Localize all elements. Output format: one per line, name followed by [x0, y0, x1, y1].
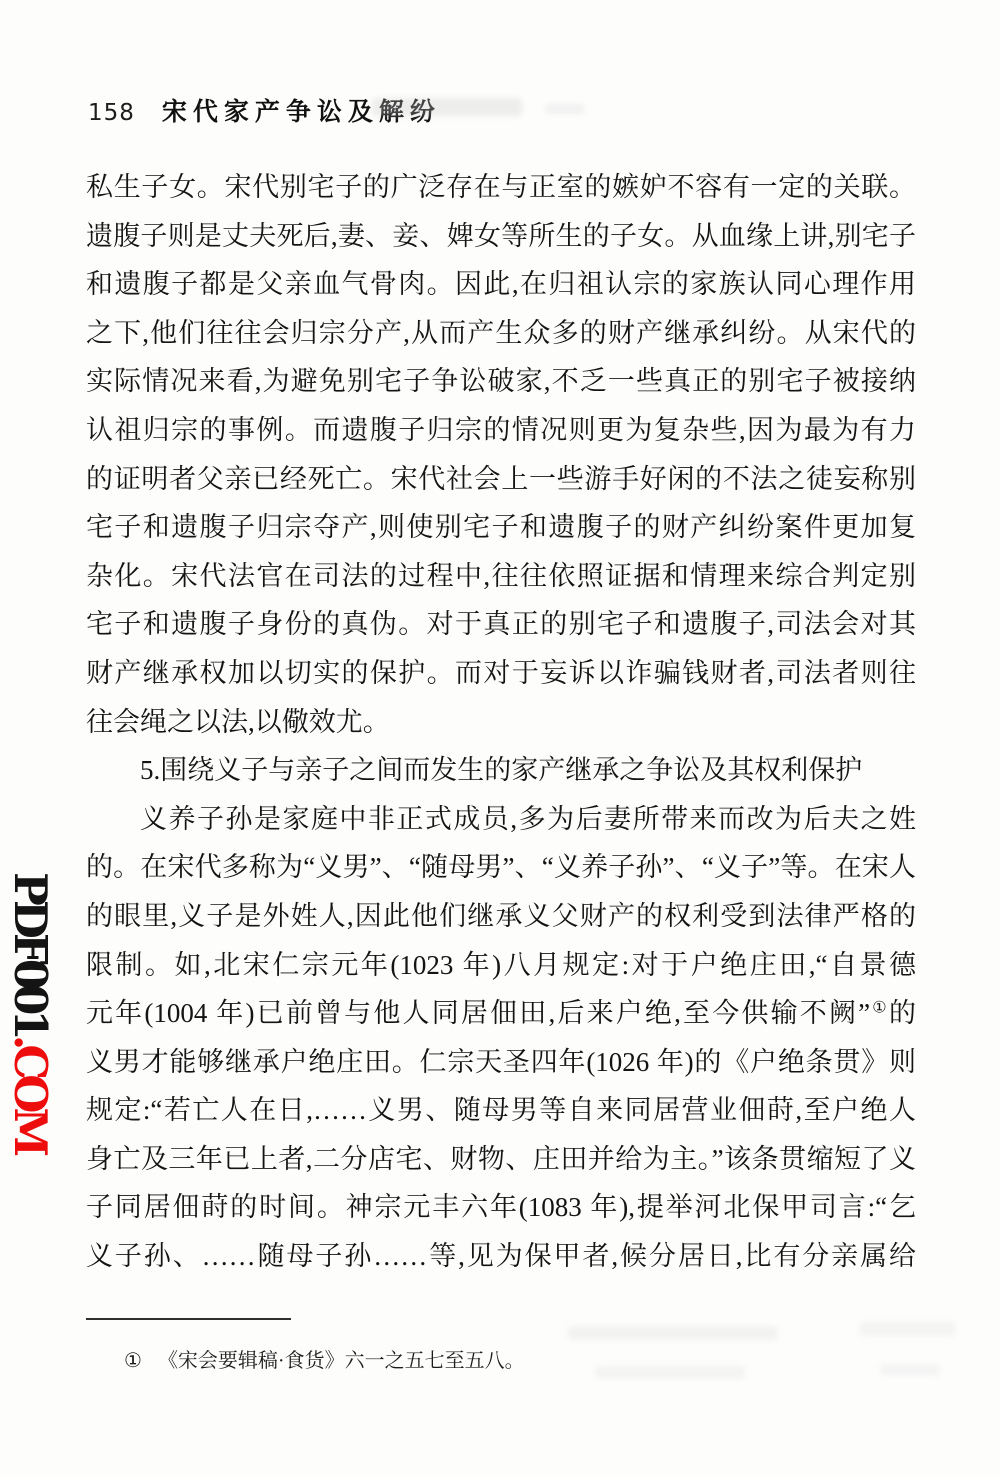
body-text-line: 的眼里,义子是外姓人,因此他们继承义父财产的权利受到法律严格的	[86, 900, 916, 931]
body-text-line: 5.围绕义子与亲子之间而发生的家产继承之争讼及其权利保护	[140, 755, 863, 786]
scan-artifact	[545, 104, 585, 114]
body-text-line: 规定:“若亡人在日,……义男、随母男等自来同居营业佃莳,至户绝人	[86, 1095, 916, 1126]
body-text-line: 的。在宋代多称为“义男”、“随母男”、“义养子孙”、“义子”等。在宋人	[86, 852, 916, 883]
body-text-line: 宅子和遗腹子归宗夺产,则使别宅子和遗腹子的财产纠纷案件更加复	[86, 512, 916, 543]
scan-artifact	[568, 1326, 778, 1340]
watermark-red-part: .COM	[4, 1034, 57, 1152]
body-text-line: 义男才能够继承户绝庄田。仁宗天圣四年(1026 年)的《户绝条贯》则	[86, 1046, 916, 1077]
footnote-marker: ①	[124, 1350, 142, 1372]
body-text-line: 的证明者父亲已经死亡。宋代社会上一些游手好闲的不法之徒妄称别	[86, 463, 916, 494]
body-text-line: 义子孙、……随母子孙……等,见为保甲者,候分居日,比有分亲属给	[86, 1241, 916, 1272]
book-title: 宋代家产争讼及解纷	[161, 97, 441, 126]
page-header	[88, 92, 441, 128]
body-text-line: 认祖归宗的事例。而遗腹子归宗的情况则更为复杂些,因为最为有力	[86, 414, 916, 445]
footnote-separator	[86, 1318, 291, 1320]
scan-artifact	[860, 1322, 955, 1336]
body-text-line: 宅子和遗腹子身份的真伪。对于真正的别宅子和遗腹子,司法会对其	[86, 609, 916, 640]
scan-artifact	[880, 1364, 940, 1376]
watermark-black-part: PDF001	[4, 872, 57, 1035]
body-text-line: 遗腹子则是丈夫死后,妻、妾、婢女等所生的子女。从血缘上讲,别宅子	[86, 220, 916, 251]
body-text-line: 元年(1004 年)已前曾与他人同居佃田,后来户绝,至今供输不阙”①的	[86, 998, 917, 1029]
footnote-text: 《宋会要辑稿·食货》六一之五七至五八。	[157, 1350, 525, 1372]
body-text-line: 财产继承权加以切实的保护。而对于妄诉以诈骗钱财者,司法者则往	[86, 657, 916, 688]
watermark	[4, 872, 57, 1151]
body-text-line: 子同居佃莳的时间。神宗元丰六年(1083 年),提举河北保甲司言:“乞	[86, 1192, 916, 1223]
body-text-line: 义养子孙是家庭中非正式成员,多为后妻所带来而改为后夫之姓	[140, 803, 916, 834]
body-text-line: 杂化。宋代法官在司法的过程中,往往依照证据和情理来综合判定别	[86, 560, 916, 591]
scan-artifact	[595, 1366, 745, 1379]
body-text-line: 身亡及三年已上者,二分店宅、财物、庄田并给为主。”该条贯缩短了义	[86, 1143, 916, 1174]
footnote-reference: ①	[870, 998, 890, 1017]
body-text-line: 私生子女。宋代别宅子的广泛存在与正室的嫉妒不容有一定的关联。	[86, 172, 916, 202]
body-text-line: 实际情况来看,为避免别宅子争讼破家,不乏一些真正的别宅子被接纳	[86, 366, 916, 397]
footnote	[124, 1344, 525, 1373]
body-text-line: 往会绳之以法,以儆效尤。	[86, 706, 390, 737]
body-text-line: 之下,他们往往会归宗分产,从而产生众多的财产继承纠纷。从宋代的	[86, 317, 916, 348]
body-text-line: 和遗腹子都是父亲血气骨肉。因此,在归祖认宗的家族认同心理作用	[86, 269, 916, 300]
page-number: 158	[88, 100, 135, 126]
body-text	[86, 163, 916, 1281]
body-text-line: 限制。如,北宋仁宗元年(1023 年)八月规定:对于户绝庄田,“自景德	[86, 949, 916, 980]
